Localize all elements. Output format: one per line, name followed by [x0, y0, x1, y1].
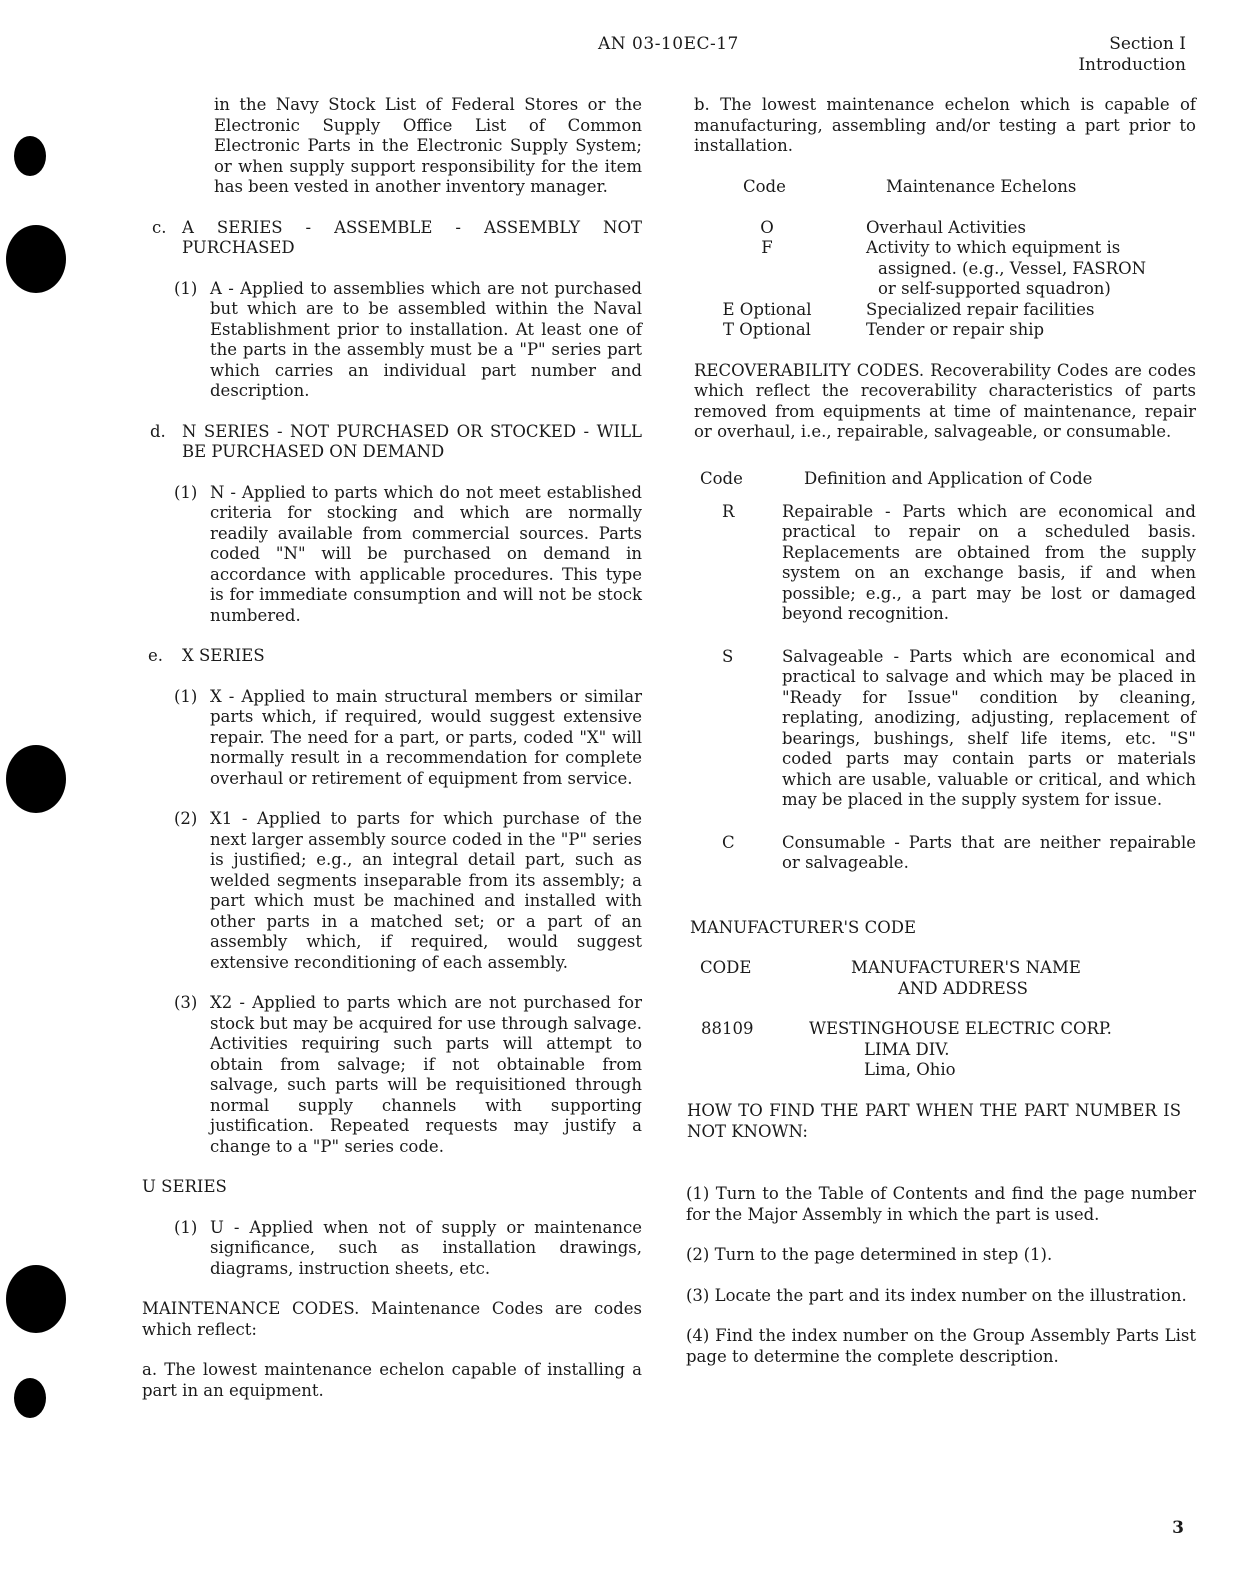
how-to-step-3: (3) Locate the part and its index number on the illustration. [686, 1285, 1187, 1305]
right-column [686, 95, 1196, 1367]
recoverability-code: C [722, 832, 735, 852]
recoverability-row [694, 647, 1196, 811]
recoverability-code: S [722, 646, 734, 666]
series-n-label: d. [150, 421, 166, 441]
series-x-heading: e. X SERIES [148, 646, 265, 665]
manufacturer-code-heading: MANUFACTURER'S CODE [690, 917, 917, 937]
section-title: Section I [1109, 34, 1186, 54]
binder-hole-1 [14, 136, 46, 176]
manufacturer-header-name-2: AND ADDRESS [898, 979, 1028, 998]
echelon-row [694, 320, 1196, 341]
section-subtitle: Introduction [1078, 55, 1186, 75]
binder-hole-4 [6, 1265, 66, 1333]
series-a-heading: c. A SERIES - ASSEMBLE - ASSEMBLY NOT PURCHASED [152, 217, 642, 257]
manufacturer-table [687, 958, 1196, 1188]
series-x-item-1: (1) X - Applied to main structural members or similar parts which, if required, would suggest extensive repair. The need for a part, or parts, coded "X" will normally result in a recommendation for complete overhaul or retirement of equipment from service. [174, 686, 642, 788]
manufacturer-division: LIMA DIV. [864, 1040, 950, 1059]
maintenance-echelon-table [694, 177, 1196, 341]
left-column [142, 95, 642, 1401]
recoverability-row [694, 502, 1196, 625]
manufacturer-header-code: CODE [700, 958, 752, 977]
recoverability-description: Consumable - Parts that are neither repairable or salvageable. [782, 832, 1196, 872]
manufacturer-city: Lima, Ohio [864, 1060, 956, 1079]
binder-hole-2 [6, 225, 66, 293]
how-to-step-2: (2) Turn to the page determined in step (1). [686, 1245, 1053, 1264]
how-to-step-1: (1) Turn to the Table of Contents and find the page number for the Major Assembly in which the part is used. [686, 1184, 1196, 1224]
series-u-heading: U SERIES [142, 1177, 227, 1196]
recoverability-row [694, 833, 1196, 874]
echelon-code: O [760, 217, 774, 237]
recoverability-rows [694, 502, 1196, 874]
series-a-item-1: (1) A - Applied to assemblies which are not purchased but which are to be assembled within the Naval Establishment prior to installation. At least one of the parts in the assembly must be a "P" series part which carries an individual part number and description. [174, 278, 642, 400]
document-id: AN 03-10EC-17 [598, 34, 739, 54]
recoverability-description: Salvageable - Parts which are economical and practical to salvage and which may be placed in "Ready for Issue" condition by cleaning, replating, anodizing, adjusting, replacement of bearings, bushings, shelf life items, etc. "S" coded parts may contain parts or materials which are usable, valuable or critical, and which may be placed in the supply system for issue. [782, 646, 1196, 809]
binder-hole-3 [6, 745, 66, 813]
maintenance-item-a: a. The lowest maintenance echelon capable of installing a part in an equipment. [142, 1360, 642, 1400]
maintenance-item-b: b. The lowest maintenance echelon which is capable of manufacturing, assembling and/or testing a part prior to installation. [694, 95, 1196, 155]
page-number: 3 [1172, 1518, 1184, 1538]
echelon-rows [694, 218, 1196, 341]
echelon-row [694, 238, 1196, 300]
maintenance-codes-paragraph: MAINTENANCE CODES. Maintenance Codes are codes which reflect: [142, 1299, 642, 1339]
echelon-description: Tender or repair ship [866, 320, 1045, 339]
recoverability-code: R [722, 501, 735, 521]
series-x-item-3: (3) X2 - Applied to parts which are not purchased for stock but may be acquired for use through salvage. Activities requiring such parts will attempt to obtain from salvage; if not obtainable from salvage, such parts will be requisitioned through normal supply channels with supporting justification. Repeated requests may justify a change to a "P" series code. [174, 993, 642, 1156]
manufacturer-code: 88109 [701, 1019, 754, 1038]
echelon-code: E Optional [722, 299, 812, 319]
intro-paragraph: in the Navy Stock List of Federal Stores or the Electronic Supply Office List of Common Electronic Parts in the Electronic Supply System; or when supply support responsibility for the item has been vested in another inventory manager. [214, 95, 642, 196]
series-u-item-1: (1) U - Applied when not of supply or maintenance significance, such as installation drawings, diagrams, instruction sheets, etc. [174, 1217, 642, 1278]
manufacturer-header-name-1: MANUFACTURER'S NAME [851, 958, 1081, 977]
recoverability-code-table [694, 469, 1196, 874]
echelon-description: Activity to which equipment is assigned. (e.g., Vessel, FASRON or self-supported squadron) [866, 238, 1147, 298]
echelon-code: F [761, 238, 773, 257]
series-x-item-2: (2) X1 - Applied to parts for which purchase of the next larger assembly source coded in the "P" series is justified; e.g., an integral detail part, such as welded segments inseparable from its assembly; a part which must be machined and installed with other parts in a matched set; or a part of an assembly which, if required, would suggest extensive reconditioning of each assembly. [174, 809, 642, 972]
binder-hole-5 [14, 1378, 46, 1418]
manufacturer-name: WESTINGHOUSE ELECTRIC CORP. [809, 1019, 1112, 1038]
series-n-heading: d. N SERIES - NOT PURCHASED OR STOCKED - WILL BE PURCHASED ON DEMAND [150, 421, 642, 461]
section-label [1078, 34, 1186, 76]
echelon-row [694, 218, 1196, 239]
recoverability-table-header: Code Definition and Application of Code [700, 468, 1093, 488]
how-to-step-4: (4) Find the index number on the Group Assembly Parts List page to determine the complete description. [686, 1326, 1196, 1366]
series-x-label: e. [148, 646, 164, 665]
echelon-table-header: Code Maintenance Echelons [743, 176, 1077, 196]
how-to-find-heading: HOW TO FIND THE PART WHEN THE PART NUMBER IS NOT KNOWN: [687, 1101, 1181, 1141]
echelon-row [694, 300, 1196, 321]
echelon-description: Specialized repair facilities [866, 299, 1095, 319]
series-n-item-1: (1) N - Applied to parts which do not meet established criteria for stocking and which are normally readily available from commercial sources. Parts coded "N" will be purchased on demand in accordance with applicable procedures. This type is for immediate consumption and will not be stock numbered. [174, 482, 642, 625]
recoverability-codes-paragraph: RECOVERABILITY CODES. Recoverability Codes are codes which reflect the recoverability characteristics of parts removed from equipments at time of maintenance, repair or overhaul, i.e., repairable, salvageable, or consumable. [694, 360, 1196, 441]
echelon-code: T Optional [723, 320, 811, 339]
recoverability-description: Repairable - Parts which are economical and practical to repair on a scheduled basis. Replacements are obtained from the supply system on an exchange basis, if and when possible; e.g., a part may be lost or damaged beyond recognition. [782, 501, 1196, 623]
echelon-description: Overhaul Activities [866, 217, 1026, 237]
series-a-label: c. [152, 217, 167, 237]
